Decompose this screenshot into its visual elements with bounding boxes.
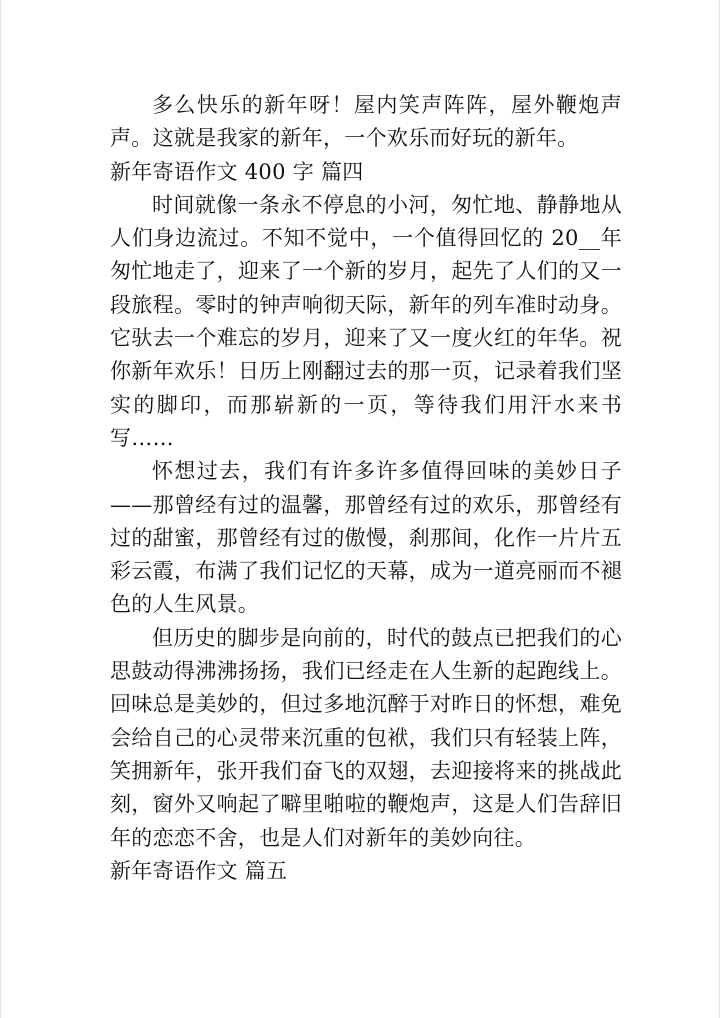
section-heading-part-five: 新年寄语作文 篇五 [110, 858, 288, 883]
page-edge-left [0, 0, 1, 1018]
document-body [110, 89, 622, 888]
paragraph-history-forward: 但历史的脚步是向前的，时代的鼓点已把我们的心思鼓动得沸沸扬扬，我们已经走在人生新的起跑线上。回味总是美妙的，但过多地沉醉于对昨日的怀想，难免会给自己的心灵带来沉重的包袱，我们只有轻装上阵，笑拥新年，张开我们奋飞的双翅，去迎接将来的挑战此刻，窗外又响起了噼里啪啦的鞭炮声，这是人们告辞旧年的恋恋不舍，也是人们对新年的美妙向往。 [110, 625, 622, 850]
paragraph-new-year-joy: 多么快乐的新年呀！屋内笑声阵阵，屋外鞭炮声声。这就是我家的新年，一个欢乐而好玩的新年。 [110, 93, 622, 151]
section-heading-part-four: 新年寄语作文 400 字 篇四 [110, 159, 364, 184]
paragraph-recall-past: 怀想过去，我们有许多许多值得回味的美妙日子——那曾经有过的温馨，那曾经有过的欢乐，那曾经有过的甜蜜，那曾经有过的傲慢，刹那间，化作一片片五彩云霞，布满了我们记忆的天幕，成为一道亮丽而不褪色的人生风景。 [110, 459, 622, 617]
paragraph-time-river: 时间就像一条永不停息的小河，匆忙地、静静地从人们身边流过。不知不觉中，一个值得回忆的 20__年匆忙地走了，迎来了一个新的岁月，起先了人们的又一段旅程。零时的钟声响彻天际，新年的列车准时动身。它驮去一个难忘的岁月，迎来了又一度火红的年华。祝你新年欢乐！日历上刚翻过去的那一页，记录着我们坚实的脚印，而那崭新的一页，等待我们用汗水来书写…… [110, 192, 622, 450]
